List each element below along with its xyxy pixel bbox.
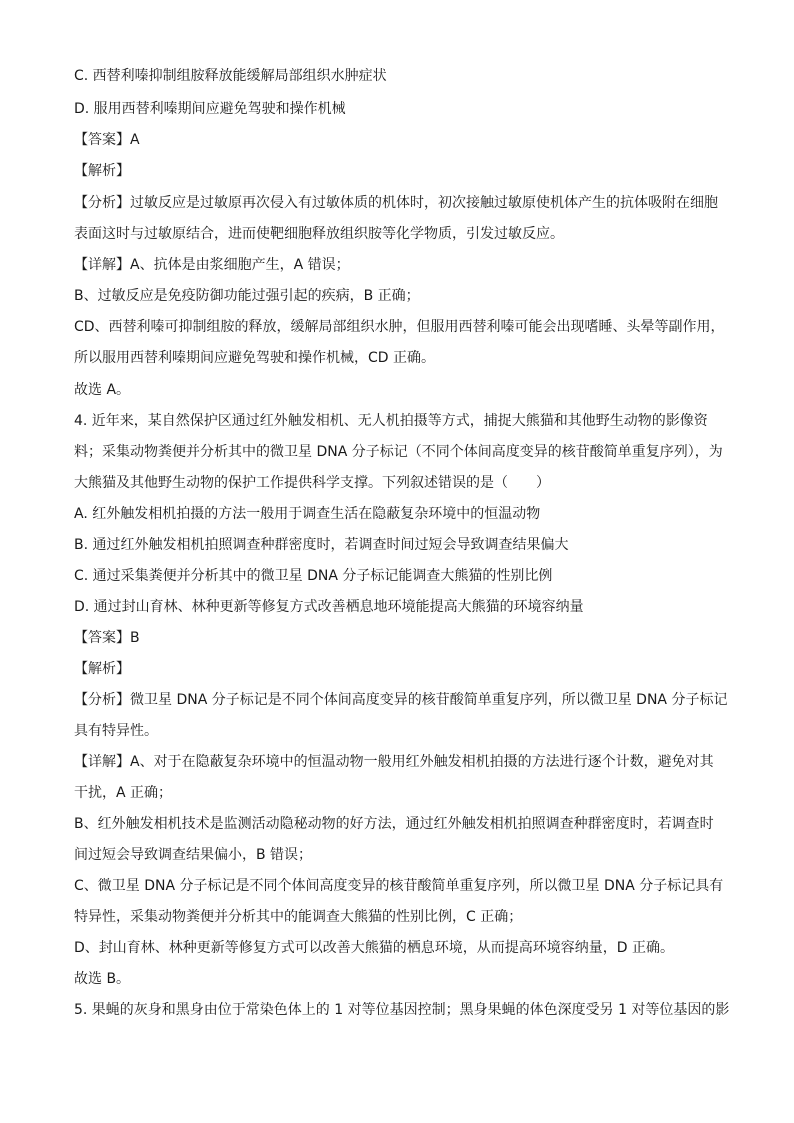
option-b: B. 通过红外触发相机拍照调查种群密度时，若调查时间过短会导致调查结果偏大 xyxy=(74,537,569,553)
option-c: C. 通过采集粪便并分析其中的微卫星 DNA 分子标记能调查大熊猫的性别比例 xyxy=(74,568,553,584)
detail-text: B、过敏反应是免疫防御功能过强引起的疾病，B 正确； xyxy=(74,288,420,304)
option-a: A. 红外触发相机拍摄的方法一般用于调查生活在隐蔽复杂环境中的恒温动物 xyxy=(74,506,541,522)
question-4-stem: 大熊猫及其他野生动物的保护工作提供科学支撑。下列叙述错误的是（ ） xyxy=(74,475,550,491)
detail-text: D、封山育林、林种更新等修复方式可以改善大熊猫的栖息环境，从而提高环境容纳量，D 正确。 xyxy=(74,940,675,956)
question-4-stem: 料；采集动物粪便并分析其中的微卫星 DNA 分子标记（不同个体间高度变异的核苷酸简单重复序列），为 xyxy=(74,444,723,460)
analysis-text: 具有特异性。 xyxy=(74,723,158,739)
detail-text: 所以服用西替利嗪期间应避免驾驶和操作机械，CD 正确。 xyxy=(74,350,436,366)
option-d: D. 服用西替利嗪期间应避免驾驶和操作机械 xyxy=(74,101,346,117)
detail-text: 【详解】A、对于在隐蔽复杂环境中的恒温动物一般用红外触发相机拍摄的方法进行逐个计数，避免对其 xyxy=(74,754,714,770)
answer-label: 【答案】A xyxy=(74,132,140,148)
detail-text: 【详解】A、抗体是由浆细胞产生，A 错误； xyxy=(74,257,350,273)
detail-text: 干扰，A 正确； xyxy=(74,785,173,801)
analysis-text: 【分析】微卫星 DNA 分子标记是不同个体间高度变异的核苷酸简单重复序列，所以微卫星 DNA 分子标记 xyxy=(74,692,728,708)
conclusion-text: 故选 A。 xyxy=(74,382,131,398)
question-4-stem: 4. 近年来，某自然保护区通过红外触发相机、无人机拍摄等方式，捕捉大熊猫和其他野生动物的影像资 xyxy=(74,413,708,429)
detail-text: 特异性，采集动物粪便并分析其中的能调查大熊猫的性别比例，C 正确； xyxy=(74,909,523,925)
option-c: C. 西替利嗪抑制组胺释放能缓解局部组织水肿症状 xyxy=(74,68,387,84)
option-d: D. 通过封山育林、林种更新等修复方式改善栖息地环境能提高大熊猫的环境容纳量 xyxy=(74,599,584,615)
question-5-stem: 5. 果蝇的灰身和黑身由位于常染色体上的 1 对等位基因控制；黑身果蝇的体色深度受另 1 对等位基因的影 xyxy=(74,1002,730,1018)
conclusion-text: 故选 B。 xyxy=(74,971,131,987)
detail-text: 间过短会导致调查结果偏小，B 错误； xyxy=(74,847,313,863)
analysis-text: 表面这时与过敏原结合，进而使靶细胞释放组织胺等化学物质，引发过敏反应。 xyxy=(74,226,564,242)
detail-text: C、微卫星 DNA 分子标记是不同个体间高度变异的核苷酸简单重复序列，所以微卫星 DNA 分子标记具有 xyxy=(74,878,724,894)
detail-text: B、红外触发相机技术是监测活动隐秘动物的好方法，通过红外触发相机拍照调查种群密度时，若调查时 xyxy=(74,816,714,832)
answer-label: 【答案】B xyxy=(74,630,140,646)
detail-text: CD、西替利嗪可抑制组胺的释放，缓解局部组织水肿，但服用西替利嗪可能会出现嗜睡、头晕等副作用， xyxy=(74,319,725,335)
explanation-label: 【解析】 xyxy=(74,163,130,179)
explanation-label: 【解析】 xyxy=(74,661,130,677)
analysis-text: 【分析】过敏反应是过敏原再次侵入有过敏体质的机体时，初次接触过敏原使机体产生的抗体吸附在细胞 xyxy=(74,195,718,211)
